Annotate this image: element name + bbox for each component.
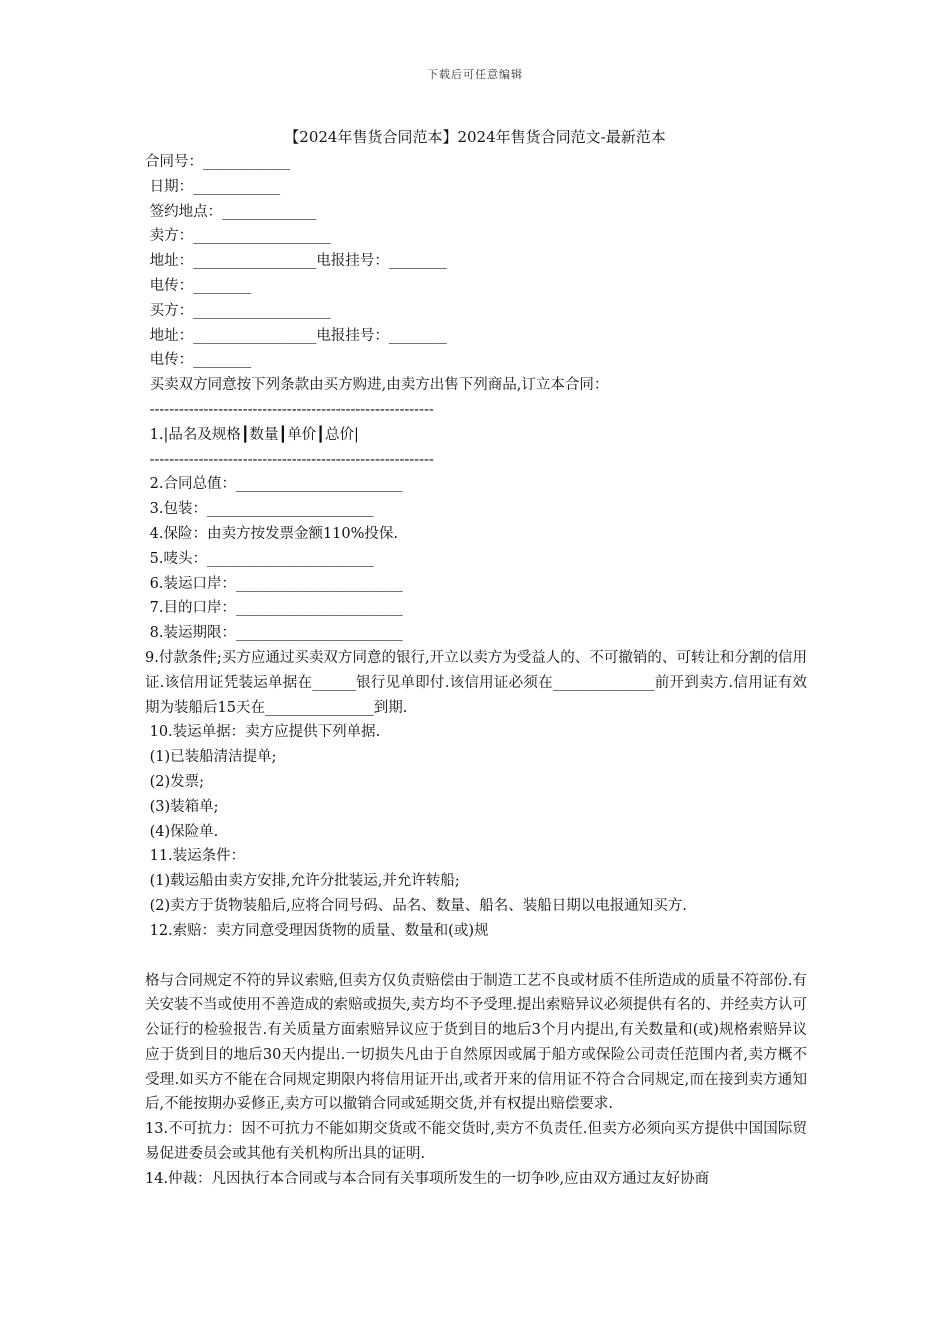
agreement-intro: 买卖双方同意按下列条款由买方购进,由卖方出售下列商品,订立本合同：: [145, 377, 609, 394]
buyer-line: 买方：___________________: [145, 302, 331, 319]
clause-14: 14.仲裁：凡因执行本合同或与本合同有关事项所发生的一切争吵,应由双方通过友好协商: [145, 1170, 710, 1187]
divider: ----------------------------------------------------------: [145, 401, 434, 418]
clause-12-continued: 格与合同规定不符的异议索赔,但卖方仅负责赔偿由于制造工艺不良或材质不佳所造成的质量不符部份.有关安装不当或使用不善造成的索赔或损失,卖方均不予受理.提出索赔异议必须提供有名的、并经卖方认可公证行的检验报告.有关质量方面索赔异议应于货到目的地后3个月内提出,有关数量和(或)规格索赔异议应于货到目的地后30天内提出.一切损失凡由于自然原因或属于船方或保险公司责任范围内者,卖方概不受理.如买方不能在合同规定期限内将信用证开出,或者开来的信用证不符合合同规定,而在接到卖方通知后,不能按期办妥修正,卖方可以撤销合同或延期交货,并有权提出赔偿要求.: [145, 972, 807, 1113]
paragraph-gap: [145, 944, 807, 969]
clause-11: 11.装运条件：: [145, 848, 246, 865]
clause-6: 6.装运口岸：_______________________: [145, 575, 403, 592]
clause-9: 9.付款条件;买方应通过买卖双方同意的银行,开立以卖方为受益人的、不可撤销的、可转让和分割的信用证.该信用证凭装运单据在______银行见单即付.该信用证必须在______________前开到卖方.信用证有效期为装船后15天在_______________到期.: [145, 649, 807, 716]
clause-5: 5.唛头：_______________________: [145, 550, 374, 567]
divider: ----------------------------------------------------------: [145, 451, 434, 468]
clause-10-item-4: (4)保险单.: [145, 823, 219, 840]
clause-10-item-3: (3)装箱单;: [145, 798, 219, 815]
clause-10: 10.装运单据：卖方应提供下列单据.: [145, 724, 381, 741]
seller-line: 卖方：___________________: [145, 228, 331, 245]
clause-8: 8.装运期限：_______________________: [145, 625, 403, 642]
buyer-fax-line: 电传：________: [145, 352, 252, 369]
clause-1-table-header: 1.|品名及规格┃数量┃单价┃总价|: [145, 426, 359, 443]
signing-place-line: 签约地点：_____________: [145, 203, 317, 220]
date-line: 日期：____________: [145, 178, 281, 195]
page-header: 下载后可任意编辑: [427, 68, 523, 81]
clause-10-item-1: (1)已装船清洁提单;: [145, 749, 277, 766]
contract-body: [145, 150, 807, 1192]
clause-11-item-2: (2)卖方于货物装船后,应将合同号码、品名、数量、船名、装船日期以电报通知买方.: [145, 897, 687, 914]
clause-4: 4.保险：由卖方按发票金额110%投保.: [145, 525, 399, 542]
document-title: 【2024年售货合同范本】2024年售货合同范文-最新范本: [284, 128, 666, 146]
contract-number-line: 合同号：____________: [145, 154, 290, 170]
clause-11-item-1: (1)载运船由卖方安排,允许分批装运,并允许转船;: [145, 873, 460, 890]
seller-fax-line: 电传：________: [145, 277, 252, 294]
clause-7: 7.目的口岸：_______________________: [145, 600, 403, 617]
seller-address-line: 地址：_________________电报挂号：________: [145, 253, 447, 270]
clause-3: 3.包装：_______________________: [145, 501, 374, 518]
clause-13: 13.不可抗力：因不可抗力不能如期交货或不能交货时,卖方不负责任.但卖方必须向买方提供中国国际贸易促进委员会或其他有关机构所出具的证明.: [145, 1121, 807, 1163]
clause-10-item-2: (2)发票;: [145, 773, 205, 790]
clause-2: 2.合同总值：_______________________: [145, 476, 403, 493]
buyer-address-line: 地址：_________________电报挂号：________: [145, 327, 447, 344]
clause-12: 12.索赔：卖方同意受理因货物的质量、数量和(或)规: [145, 922, 489, 939]
